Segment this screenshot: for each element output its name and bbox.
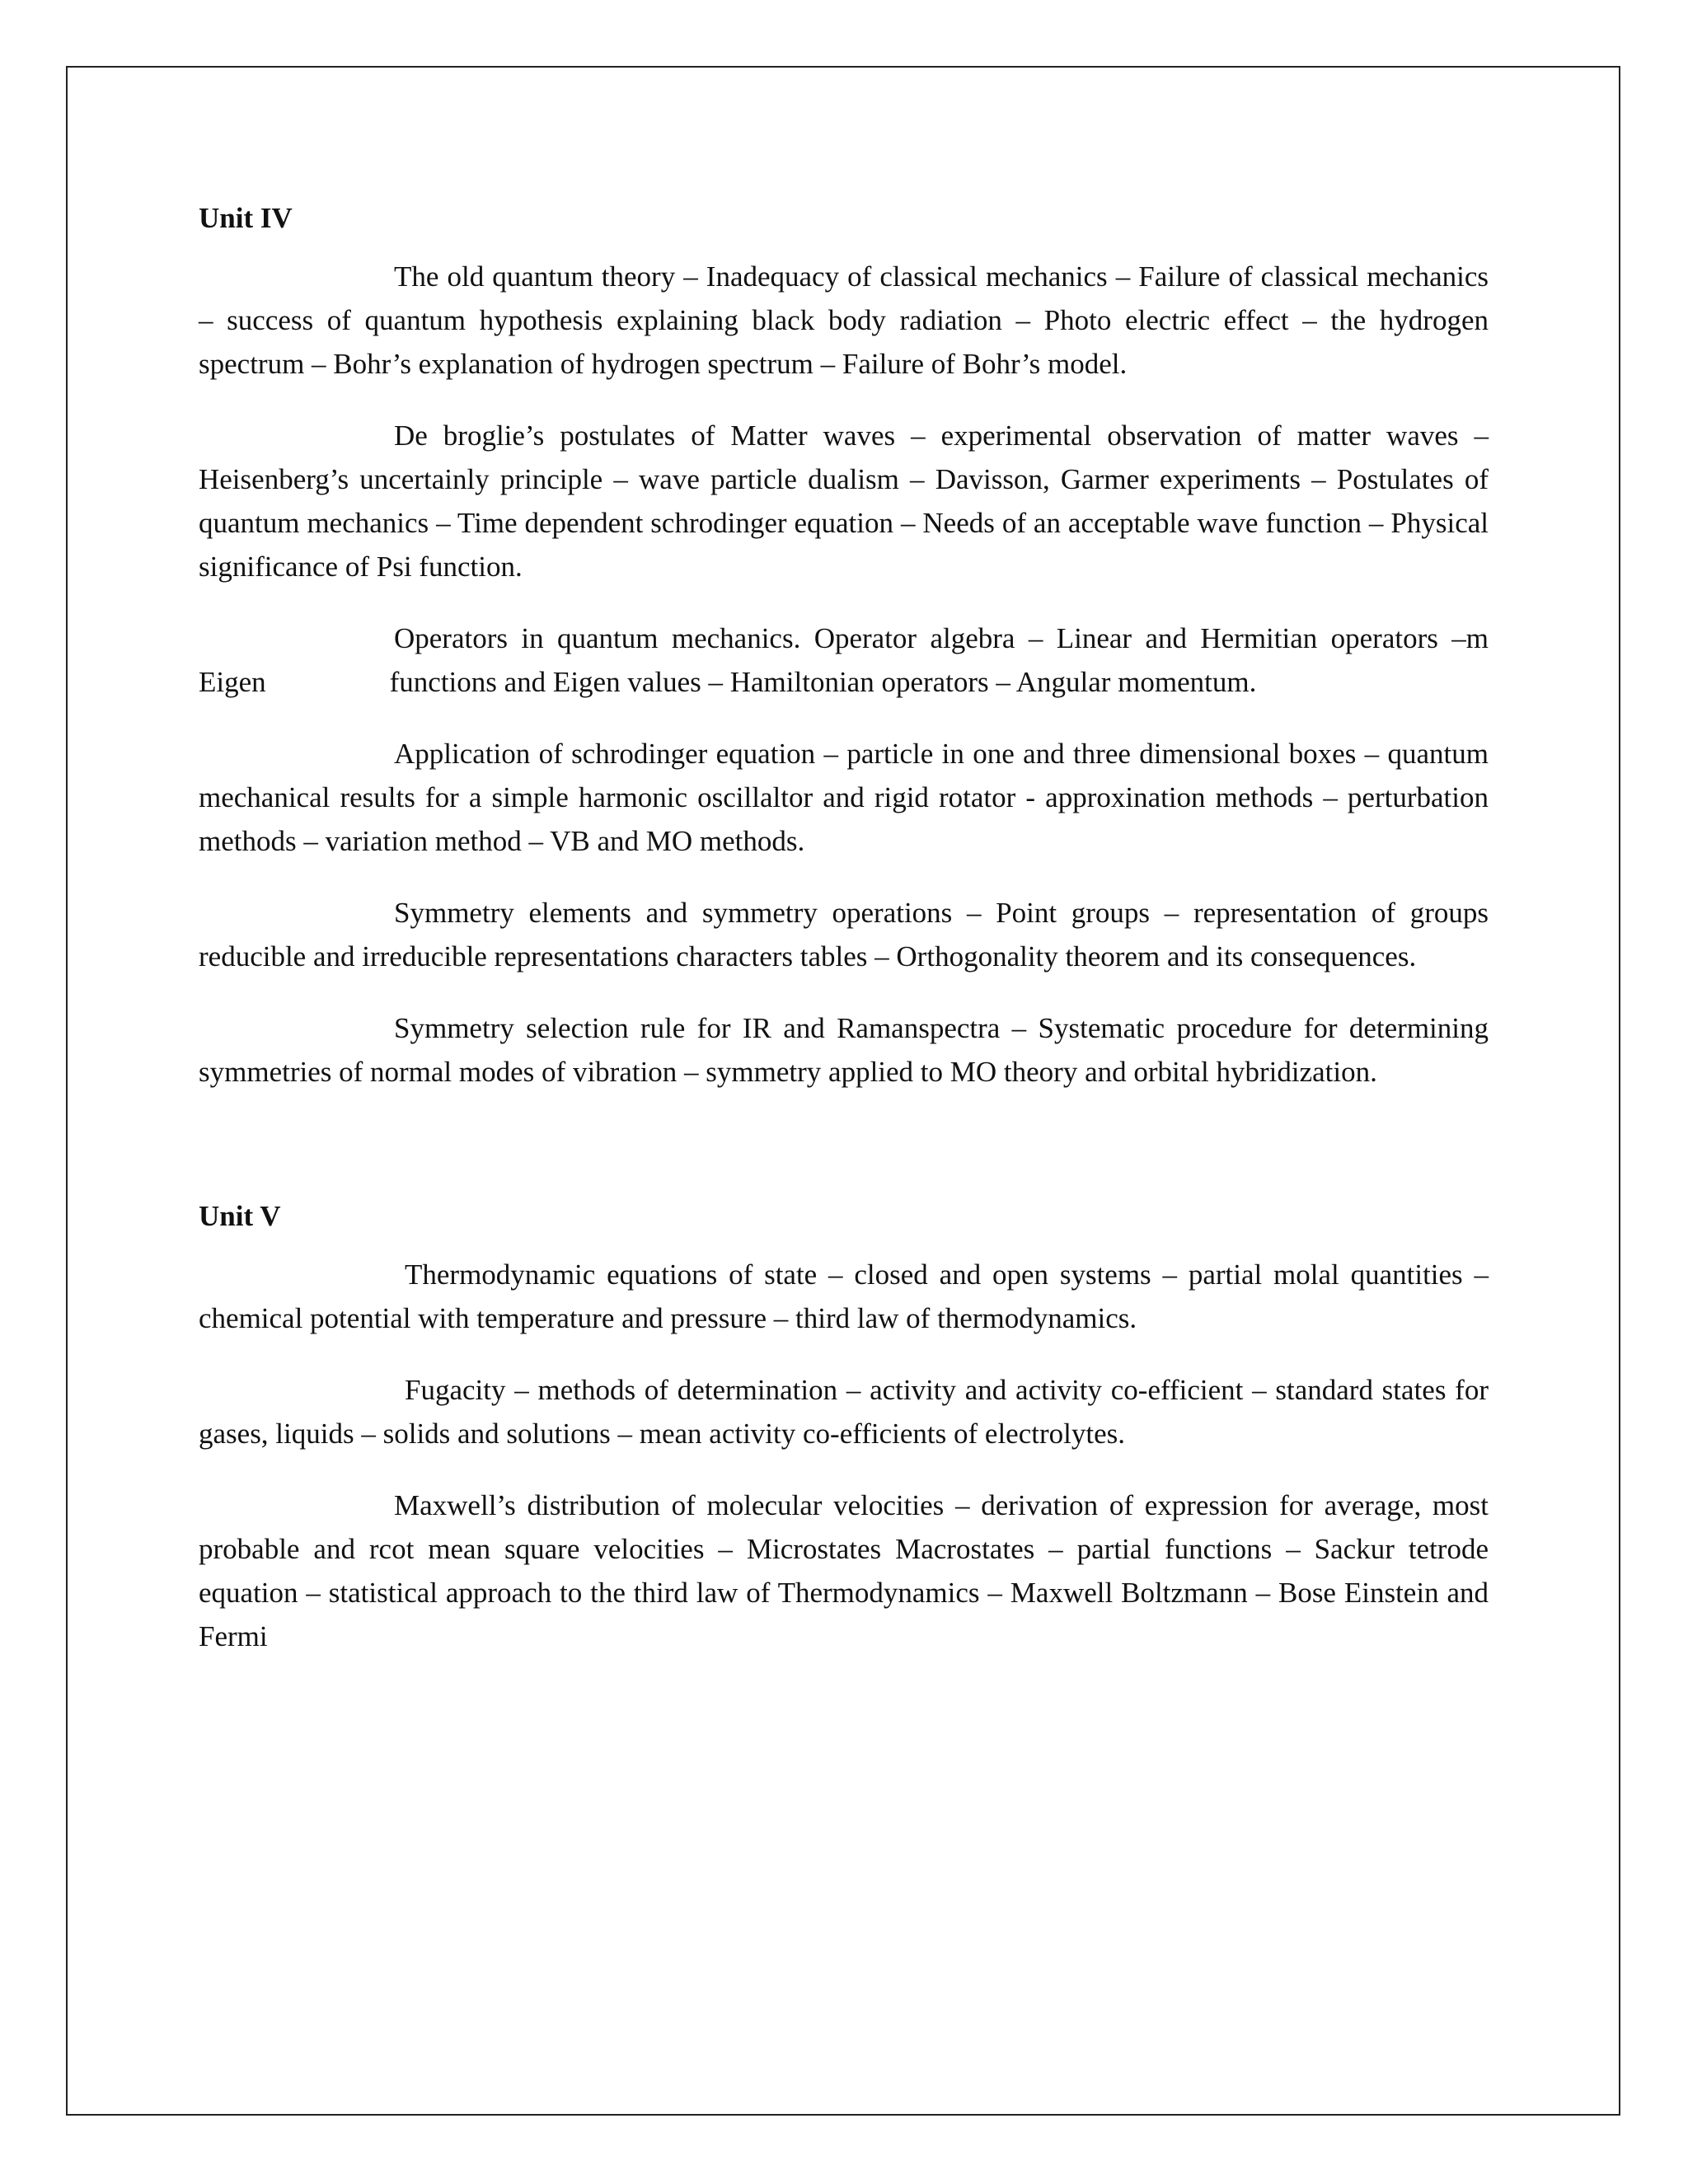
unit-v-paragraph-3: Maxwell’s distribution of molecular velocities – derivation of expression for average, most probable and rcot mean square velocities – Microstates Macrostates – partial functions – Sackur tetrode equation – statistical approach to the third law of Thermodynamics – Maxwell Boltzmann – Bose Einstein and Fermi: [199, 1489, 1489, 1652]
unit-iv-paragraph-3-part-a: Operators in quantum mechanics. Operator algebra – Linear and Hermitian operators –m Eigen: [199, 622, 1489, 698]
unit-v-paragraph-2: Fugacity – methods of determination – activity and activity co-efficient – standard states for gases, liquids – solids and solutions – mean activity co-efficients of electrolytes.: [199, 1374, 1489, 1450]
unit-iv-paragraph-3: [199, 616, 1489, 704]
unit-v-paragraph-1: Thermodynamic equations of state – closed and open systems – partial molal quantities – chemical potential with temperature and pressure – third law of thermodynamics.: [199, 1258, 1489, 1334]
unit-iv-paragraph-3-part-b: functions and Eigen values – Hamiltonian operators – Angular momentum.: [389, 666, 1257, 698]
unit-iv-paragraph-2: De broglie’s postulates of Matter waves – experimental observation of matter waves – Heisenberg’s uncertainly principle – wave particle dualism – Davisson, Garmer experiments – Postulates of quantum mechanics – Time dependent schrodinger equation – Needs of an acceptable wave function – Physical significance of Psi function.: [199, 419, 1489, 583]
unit-v-heading: Unit V: [199, 1200, 281, 1232]
unit-iv-heading: Unit IV: [199, 202, 293, 234]
section-spacer: [199, 1122, 1489, 1194]
unit-iv-paragraph-6: Symmetry selection rule for IR and Ramanspectra – Systematic procedure for determining symmetries of normal modes of vibration – symmetry applied to MO theory and orbital hybridization.: [199, 1012, 1489, 1088]
document-body: [199, 196, 1489, 1686]
unit-iv-paragraph-5: Symmetry elements and symmetry operations – Point groups – representation of groups reducible and irreducible representations characters tables – Orthogonality theorem and its consequences.: [199, 897, 1489, 972]
unit-iv-paragraph-1: The old quantum theory – Inadequacy of classical mechanics – Failure of classical mechanics – success of quantum hypothesis explaining black body radiation – Photo electric effect – the hydrogen spectrum – Bohr’s explanation of hydrogen spectrum – Failure of Bohr’s model.: [199, 260, 1489, 380]
unit-iv-paragraph-4: Application of schrodinger equation – particle in one and three dimensional boxes – quantum mechanical results for a simple harmonic oscillaltor and rigid rotator - approxination methods – perturbation methods – variation method – VB and MO methods.: [199, 738, 1489, 857]
